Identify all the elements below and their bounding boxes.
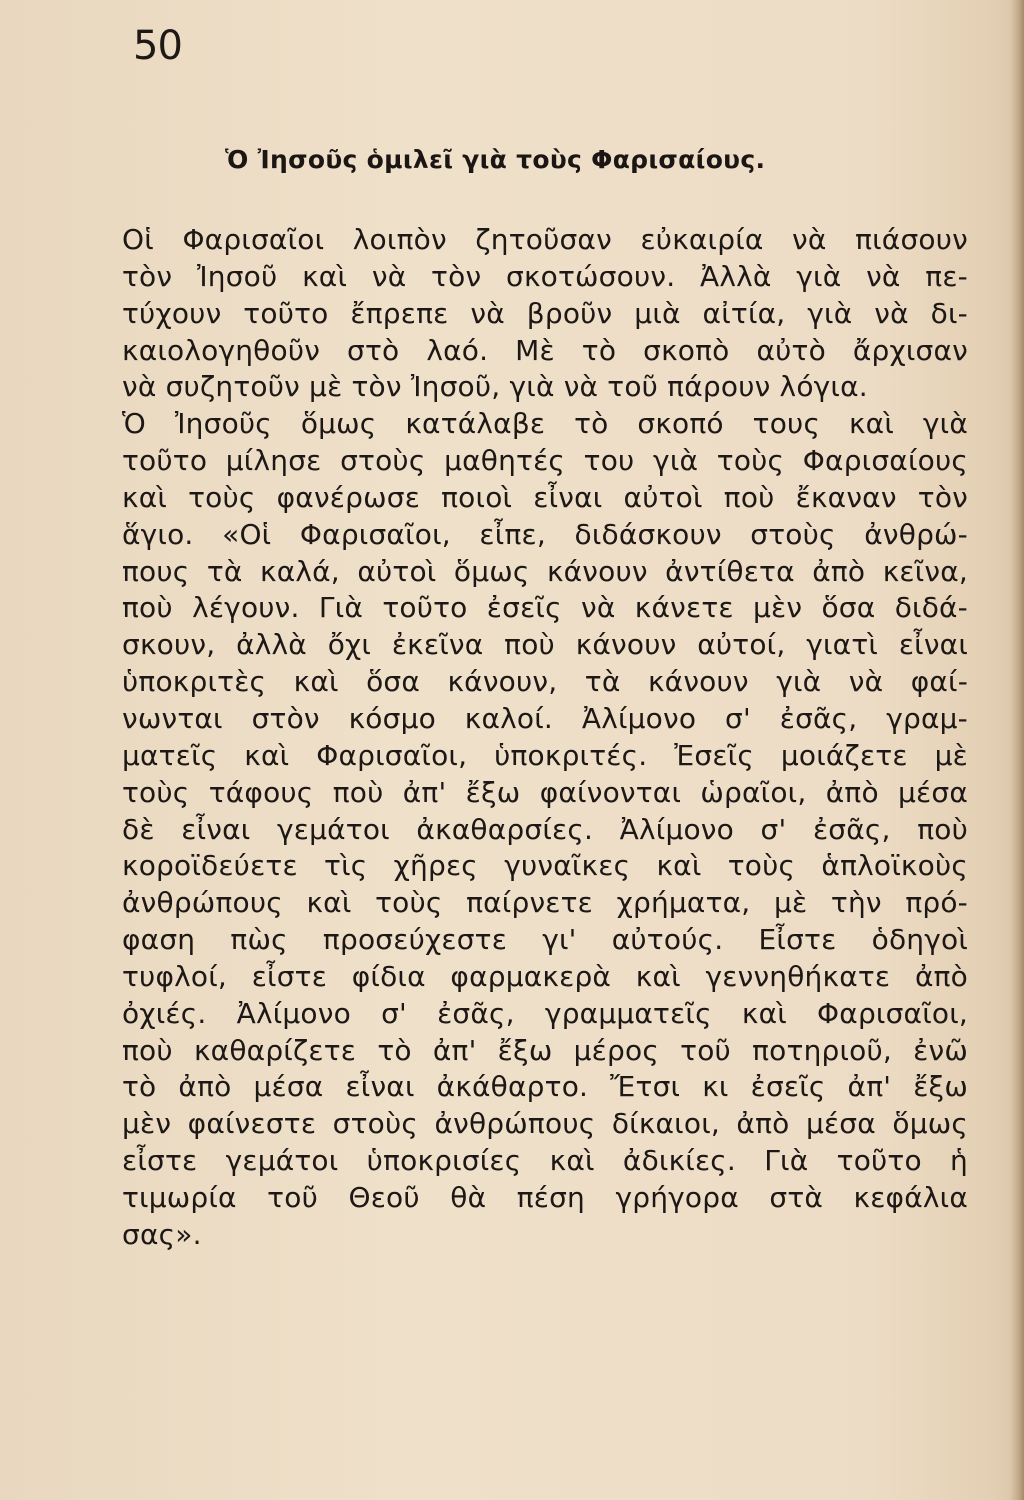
text-line: ποὺ λέγουν. Γιὰ τοῦτο ἐσεῖς νὰ κάνετε μὲν ὅσα διδά- — [122, 591, 968, 625]
text-line: σας». — [122, 1217, 202, 1251]
text-line: φαση πὼς προσεύχεστε γι' αὐτούς. Εἶστε ὁδηγοὶ — [122, 923, 968, 957]
body-text — [122, 222, 968, 1254]
text-line: ὀχιές. Ἀλίμονο σ' ἐσᾶς, γραμματεῖς καὶ Φαρισαῖοι, — [122, 996, 968, 1030]
text-line: τυφλοί, εἶστε φίδια φαρμακερὰ καὶ γεννηθήκατε ἀπὸ — [122, 959, 968, 993]
section-heading: Ὁ Ἰησοῦς ὁμιλεῖ γιὰ τοὺς Φαρισαίους. — [225, 145, 766, 174]
text-line: καὶ τοὺς φανέρωσε ποιοὶ εἶναι αὐτοὶ ποὺ ἔκαναν τὸν — [122, 480, 968, 514]
text-line: εἶστε γεμάτοι ὑποκρισίες καὶ ἀδικίες. Γιὰ τοῦτο ἡ — [122, 1144, 968, 1178]
text-line: Οἱ Φαρισαῖοι λοιπὸν ζητοῦσαν εὐκαιρία νὰ πιάσουν — [122, 223, 968, 256]
text-line: μὲν φαίνεστε στοὺς ἀνθρώπους δίκαιοι, ἀπὸ μέσα ὅμως — [122, 1107, 968, 1141]
text-line: πους τὰ καλά, αὐτοὶ ὅμως κάνουν ἀντίθετα ἀπὸ κεῖνα, — [122, 554, 968, 588]
text-line: Ὁ Ἰησοῦς ὅμως κατάλαβε τὸ σκοπό τους καὶ γιὰ — [122, 407, 968, 441]
text-line: κοροϊδεύετε τὶς χῆρες γυναῖκες καὶ τοὺς ἁπλοϊκοὺς — [122, 849, 968, 883]
text-line: νὰ συζητοῦν μὲ τὸν Ἰησοῦ, γιὰ νὰ τοῦ πάρουν λόγια. — [122, 370, 868, 404]
text-line: νωνται στὸν κόσμο καλοί. Ἀλίμονο σ' ἐσᾶς, γραμ- — [122, 701, 968, 735]
text-line: ἅγιο. «Οἱ Φαρισαῖοι, εἶπε, διδάσκουν στοὺς ἀνθρώ- — [122, 517, 968, 551]
page-edge-shadow — [1010, 0, 1024, 1500]
text-line: ὑποκριτὲς καὶ ὅσα κάνουν, τὰ κάνουν γιὰ νὰ φαί- — [122, 665, 968, 699]
text-line: ἀνθρώπους καὶ τοὺς παίρνετε χρήματα, μὲ τὴν πρό- — [122, 886, 968, 920]
text-line: ματεῖς καὶ Φαρισαῖοι, ὑποκριτές. Ἐσεῖς μοιάζετε μὲ — [122, 738, 968, 772]
text-line: τοῦτο μίλησε στοὺς μαθητές του γιὰ τοὺς Φαρισαίους — [122, 444, 968, 478]
text-line: τὸν Ἰησοῦ καὶ νὰ τὸν σκοτώσουν. Ἀλλὰ γιὰ νὰ πε- — [122, 259, 968, 293]
text-line: τοὺς τάφους ποὺ ἀπ' ἔξω φαίνονται ὡραῖοι, ἀπὸ μέσα — [122, 775, 968, 809]
text-line: δὲ εἶναι γεμάτοι ἀκαθαρσίες. Ἀλίμονο σ' ἐσᾶς, ποὺ — [122, 812, 968, 846]
text-line: καιολογηθοῦν στὸ λαό. Μὲ τὸ σκοπὸ αὐτὸ ἄρχισαν — [122, 333, 968, 367]
text-line: τιμωρία τοῦ Θεοῦ θὰ πέση γρήγορα στὰ κεφάλια — [122, 1180, 968, 1214]
text-line: τὸ ἀπὸ μέσα εἶναι ἀκάθαρτο. Ἔτσι κι ἐσεῖς ἀπ' ἔξω — [122, 1070, 968, 1104]
text-line: σκουν, ἀλλὰ ὄχι ἐκεῖνα ποὺ κάνουν αὐτοί, γιατὶ εἶναι — [122, 628, 968, 662]
text-line: ποὺ καθαρίζετε τὸ ἀπ' ἔξω μέρος τοῦ ποτηριοῦ, ἐνῶ — [122, 1033, 968, 1067]
page-number: 50 — [133, 23, 182, 69]
text-line: τύχουν τοῦτο ἔπρεπε νὰ βροῦν μιὰ αἰτία, γιὰ νὰ δι- — [122, 296, 968, 330]
